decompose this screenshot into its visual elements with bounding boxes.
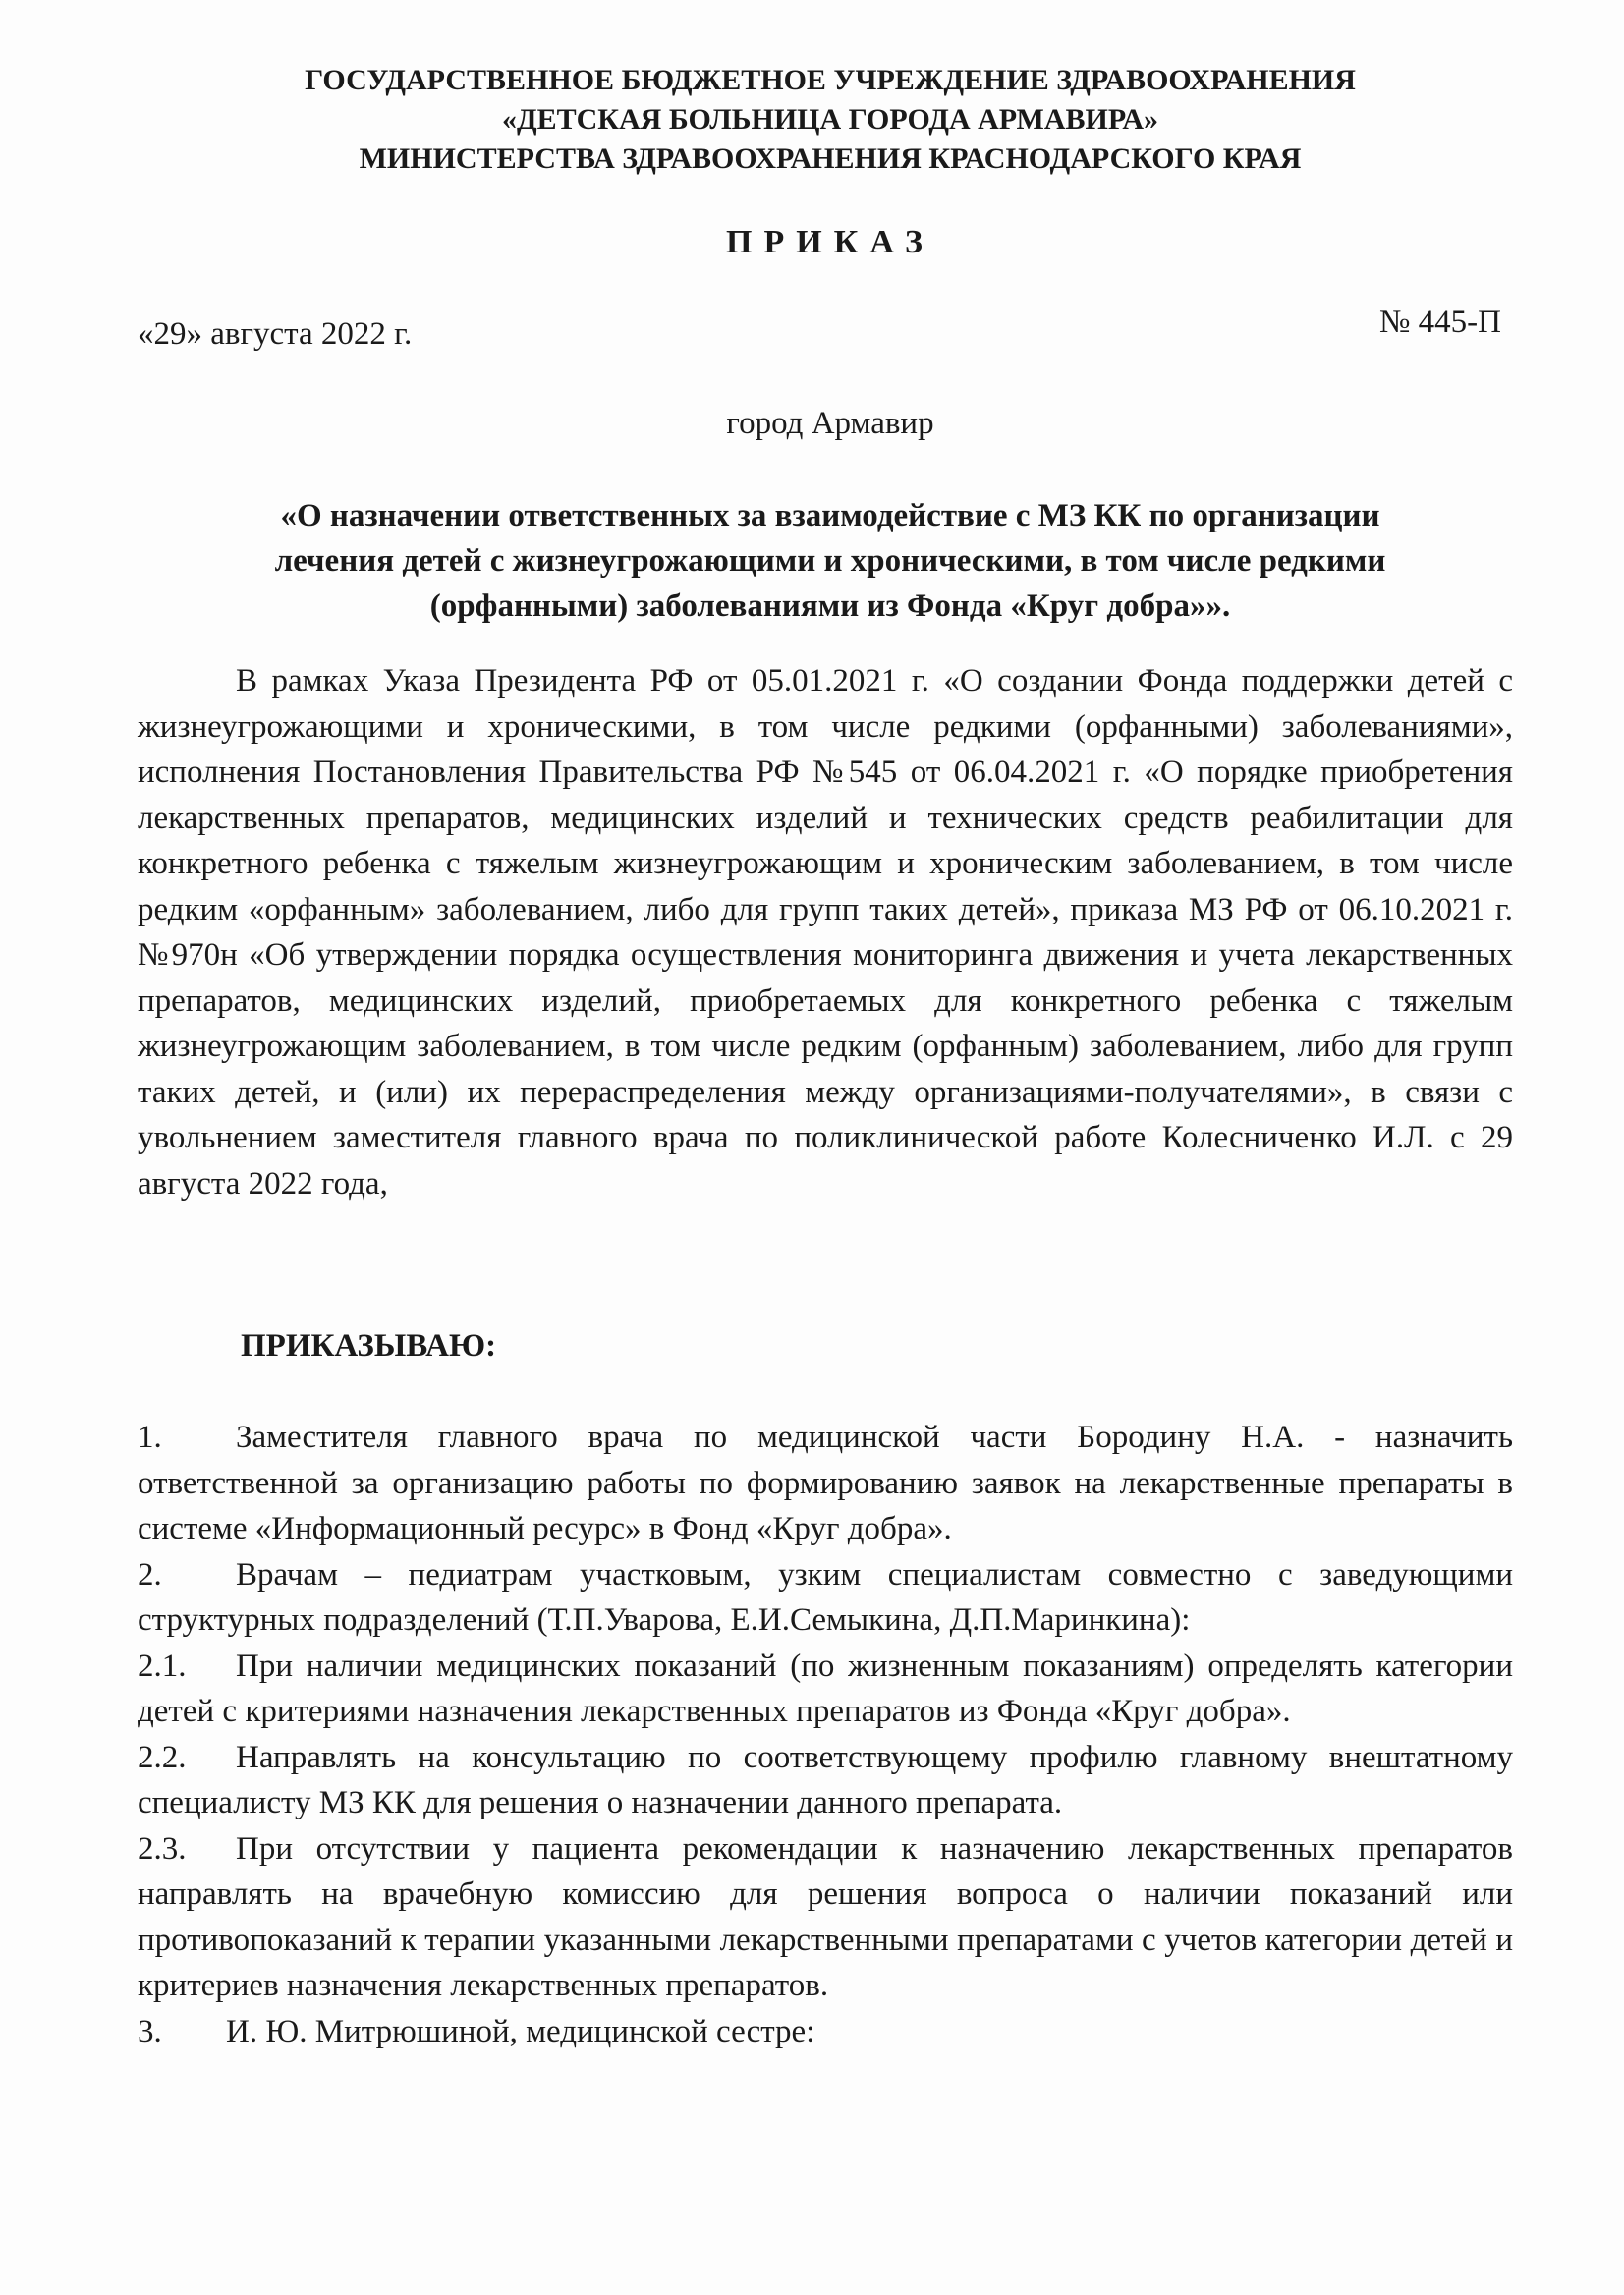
item-text: Заместителя главного врача по медицинской части Бородину Н.А. - назначить ответственной за организацию работы по формированию заявок на лекарственные препараты в системе «Информационный ресурс» в Фонд «Круг добра». [138,1420,1513,1546]
order-number: № 445-П [1378,305,1501,340]
subject-line-1: «О назначении ответственных за взаимодействие с МЗ КК по организации [280,498,1380,533]
item-number: 2. [138,1556,162,1593]
order-item [138,1644,1513,1735]
order-item [138,1552,1513,1644]
order-item [138,1415,1513,1552]
subject-line-3: (орфанными) заболеваниями из Фонда «Круг добра»». [429,588,1231,624]
item-number: 1. [138,1420,162,1455]
subject-line-2: лечения детей с жизнеугрожающими и хроническими, в том числе редкими [274,543,1386,579]
order-directive-heading: ПРИКАЗЫВАЮ: [241,1328,497,1364]
city-line: город Армавир [726,406,934,441]
item-text: При отсутствии у пациента рекомендации к назначению лекарственных препаратов направлять на врачебную комиссию для решения вопроса о наличии показаний или противопоказаний к терапии указанными лекарственными препаратами с учетов категории детей и критериев назначения лекарственных препаратов. [138,1830,1513,2003]
item-text: И. Ю. Митрюшиной, медицинской сестре: [226,2013,815,2049]
item-number: 2.2. [138,1739,187,1775]
order-item [138,1826,1513,2009]
order-item [138,2009,1513,2055]
item-number: 3. [138,2013,162,2049]
item-text: При наличии медицинских показаний (по жизненным показаниям) определять категории детей с критериями назначения лекарственных препаратов из Фонда «Круг добра». [138,1648,1513,1729]
item-text: Врачам – педиатрам участковым, узким специалистам совместно с заведующими структурных подразделений (Т.П.Уварова, Е.И.Семыкина, Д.П.Маринкина): [138,1556,1513,1638]
header-line-3: МИНИСТЕРСТВА ЗДРАВООХРАНЕНИЯ КРАСНОДАРСКОГО КРАЯ [359,142,1302,175]
order-subject [157,493,1503,629]
header-line-1: ГОСУДАРСТВЕННОЕ БЮДЖЕТНОЕ УЧРЕЖДЕНИЕ ЗДРАВООХРАНЕНИЯ [305,64,1356,96]
header-line-2: «ДЕТСКАЯ БОЛЬНИЦА ГОРОДА АРМАВИРА» [501,103,1159,136]
order-item [138,1735,1513,1826]
order-date: «29» августа 2022 г. [138,316,413,352]
institution-header [138,61,1523,179]
item-number: 2.1. [138,1648,187,1684]
item-text: Направлять на консультацию по соответствующему профилю главному внештатному специалисту МЗ КК для решения о назначении данного препарата. [138,1739,1513,1820]
item-number: 2.3. [138,1830,187,1867]
document-title: ПРИКАЗ [726,224,934,260]
order-items [138,1415,1513,2054]
preamble-paragraph: В рамках Указа Президента РФ от 05.01.2021 г. «О создании Фонда поддержки детей с жизнеугрожающими и хроническими, в том числе редкими (орфанными) заболеваниями», исполнения Постановления Правительства РФ №545 от 06.04.2021 г. «О порядке приобретения лекарственных препаратов, медицинских изделий и технических средств реабилитации для конкретного ребенка с тяжелым жизнеугрожающим и хроническим заболеванием, в том числе редким «орфанным» заболеванием, либо для групп таких детей», приказа МЗ РФ от 06.10.2021 г. №970н «Об утверждении порядка осуществления мониторинга движения и учета лекарственных препаратов, медицинских изделий, приобретаемых для конкретного ребенка с тяжелым жизнеугрожающим заболеванием, в том числе редким (орфанным) заболеванием, либо для групп таких детей, и (или) их перераспределения между организациями-получателями», в связи с увольнением заместителя главного врача по поликлинической работе Колесниченко И.Л. с 29 августа 2022 года, [138,663,1513,1202]
